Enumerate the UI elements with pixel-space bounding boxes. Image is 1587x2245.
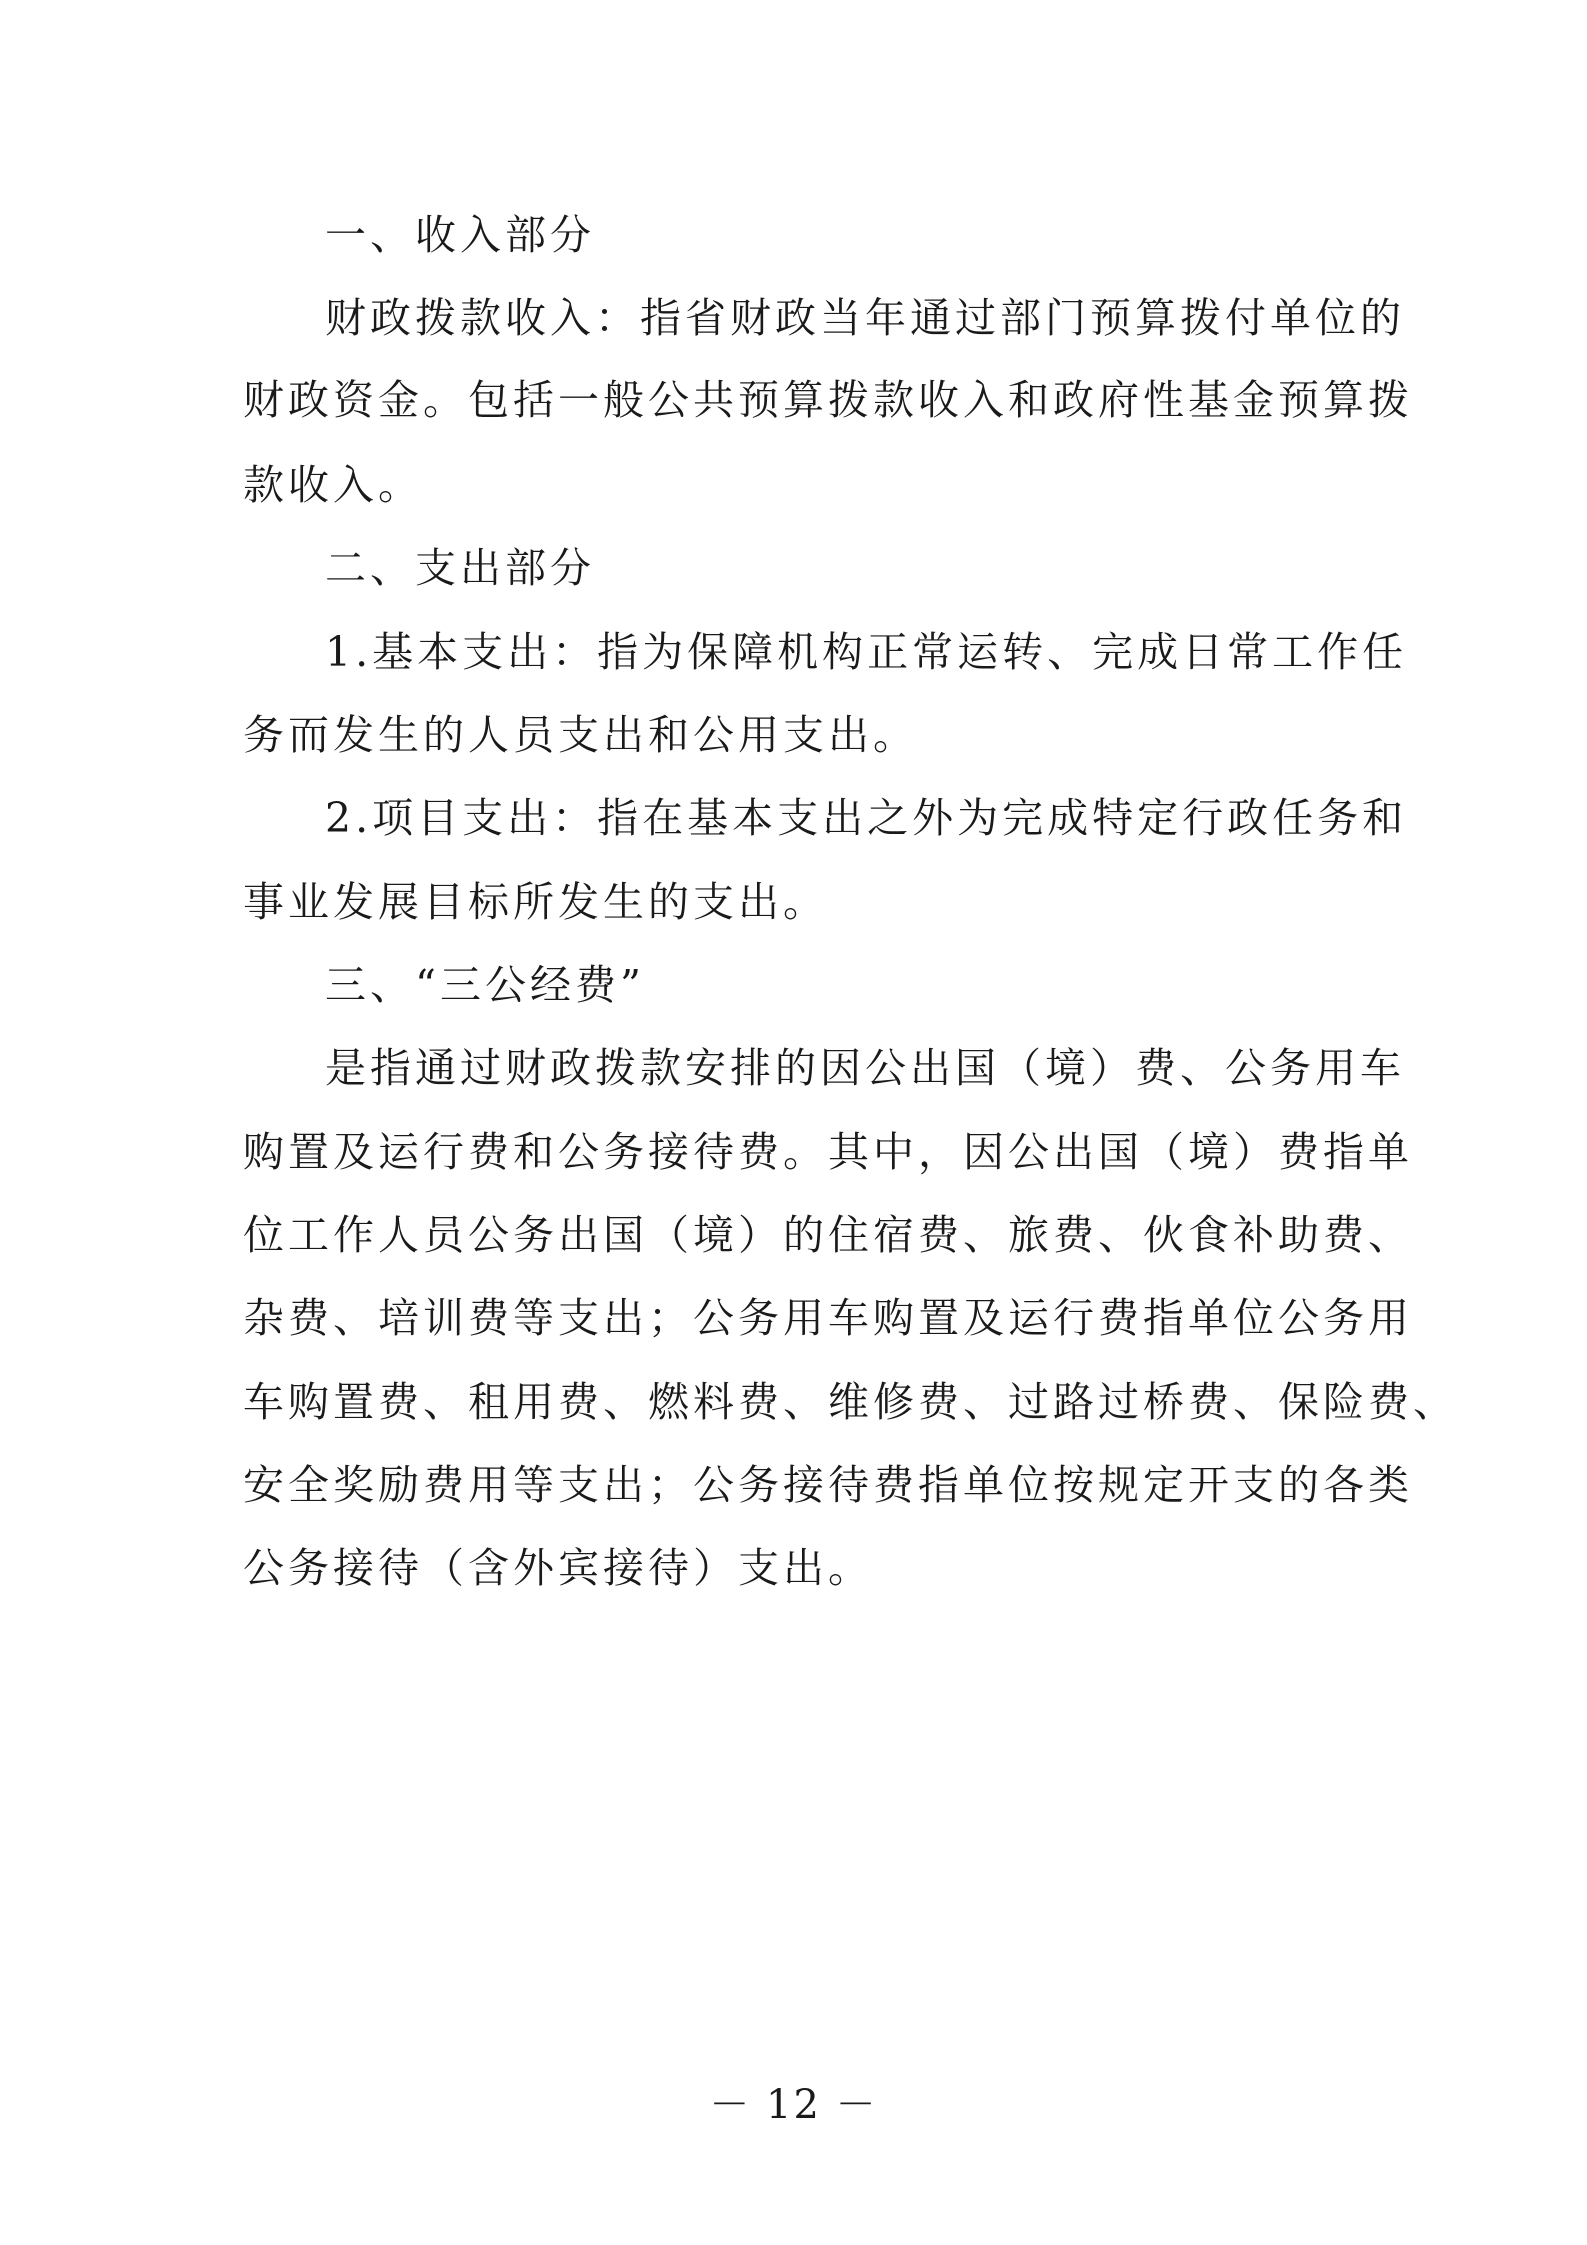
paragraph-line: 事业发展目标所发生的支出。: [243, 878, 828, 926]
page-number: － 12 －: [709, 2082, 878, 2128]
section-heading-three-public: 三、“三公经费”: [325, 961, 645, 1009]
paragraph-line: 财政资金。包括一般公共预算拨款收入和政府性基金预算拨: [243, 376, 1413, 424]
paragraph-line: 购置及运行费和公务接待费。其中，因公出国（境）费指单: [243, 1128, 1413, 1176]
paragraph-line: 杂费、培训费等支出；公务用车购置及运行费指单位公务用: [243, 1294, 1413, 1342]
paragraph-line: 款收入。: [243, 461, 423, 509]
paragraph-line: 是指通过财政拨款安排的因公出国（境）费、公务用车: [325, 1044, 1405, 1092]
paragraph-line: 公务接待（含外宾接待）支出。: [243, 1544, 873, 1592]
paragraph-line: 2.项目支出：指在基本支出之外为完成特定行政任务和: [325, 794, 1408, 842]
section-heading-income: 一、收入部分: [325, 211, 595, 259]
paragraph-line: 财政拨款收入：指省财政当年通过部门预算拨付单位的: [325, 294, 1405, 342]
paragraph-line: 车购置费、租用费、燃料费、维修费、过路过桥费、保险费、: [243, 1378, 1458, 1426]
paragraph-line: 位工作人员公务出国（境）的住宿费、旅费、伙食补助费、: [243, 1211, 1413, 1259]
section-heading-expenditure: 二、支出部分: [325, 544, 595, 592]
paragraph-line: 务而发生的人员支出和公用支出。: [243, 711, 918, 759]
paragraph-line: 安全奖励费用等支出；公务接待费指单位按规定开支的各类: [243, 1461, 1413, 1509]
paragraph-line: 1.基本支出：指为保障机构正常运转、完成日常工作任: [325, 628, 1408, 676]
